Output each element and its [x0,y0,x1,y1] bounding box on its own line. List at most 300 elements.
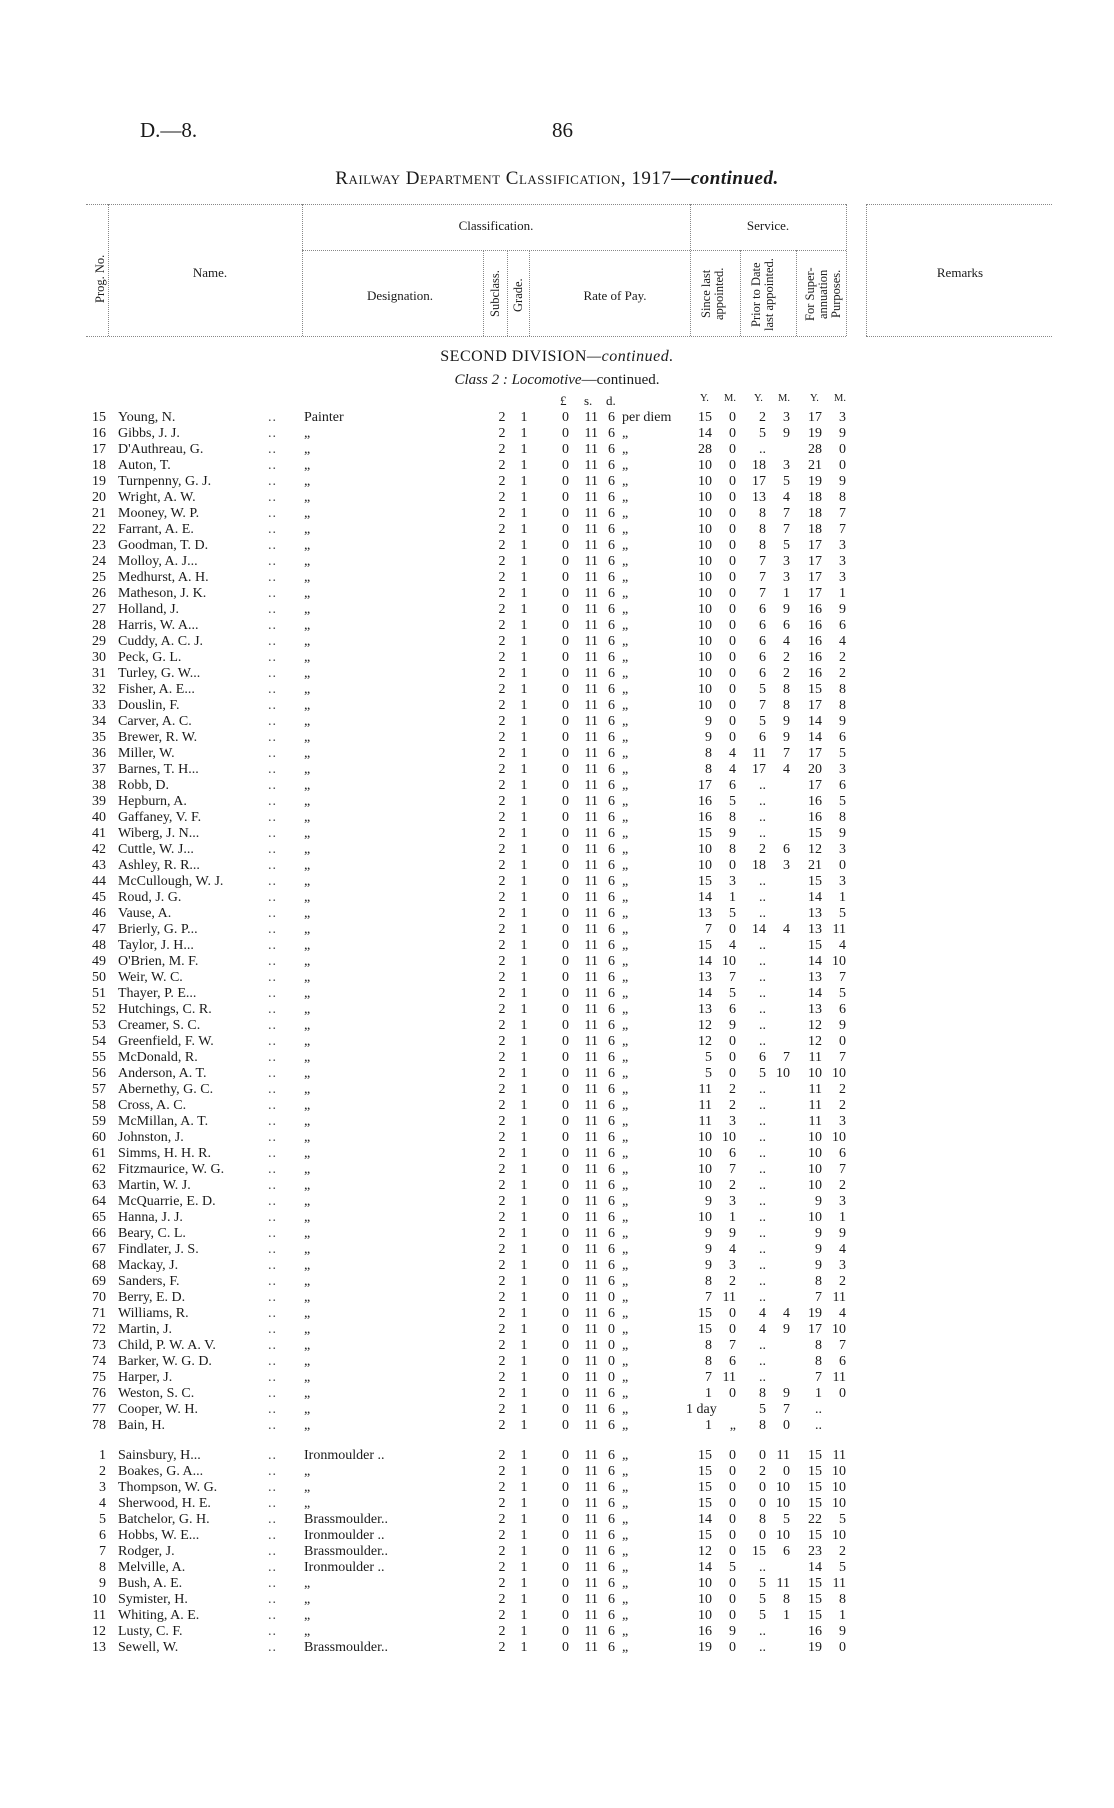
table-row [0,1322,1114,1338]
row-name: Hepburn, A. [118,794,187,809]
row-pay-pence: 6 [608,1162,615,1177]
row-pay-pence: 6 [608,1418,615,1433]
row-pay-note: „ [622,1050,629,1065]
row-pay-pence: 6 [608,890,615,905]
table-row [0,746,1114,762]
row-leader: .. [268,810,277,825]
row-grade: 1 [520,714,528,729]
row-pay-shillings: 11 [584,1098,598,1113]
row-pay-note: „ [622,746,629,761]
row-super-months: 9 [839,826,846,841]
row-name: Turley, G. W... [118,666,201,681]
row-since-years: 14 [698,954,712,969]
row-number: 43 [92,858,106,873]
row-leader: .. [268,778,277,793]
row-designation: „ [304,778,311,793]
row-prior-years: 13 [752,490,766,505]
row-designation: „ [304,586,311,601]
row-grade: 1 [520,666,528,681]
row-designation: „ [304,906,311,921]
row-since-years: 14 [698,890,712,905]
row-prior-years: 11 [752,746,766,761]
row-super-months: 5 [839,986,846,1001]
row-pay-note: „ [622,1194,629,1209]
row-subclass: 2 [498,1114,506,1129]
row-super-months: 7 [839,1050,846,1065]
row-grade: 1 [520,490,528,505]
row-pay-pence: 6 [608,1448,615,1463]
row-leader: .. [268,602,277,617]
row-super-months: 6 [839,778,846,793]
row-grade: 1 [520,1512,528,1527]
row-prior-years: 7 [759,586,766,601]
row-since-years: 15 [698,1496,712,1511]
row-prior-months: 11 [776,1576,790,1591]
table-row [0,1386,1114,1402]
row-designation: „ [304,1370,311,1385]
row-number: 64 [92,1194,106,1209]
row-pay-pence: 6 [608,1034,615,1049]
row-name: Miller, W. [118,746,175,761]
row-subclass: 2 [498,426,506,441]
row-name: Young, N. [118,410,176,425]
row-pay-pounds: 0 [562,858,569,873]
row-since-years: 15 [698,1480,712,1495]
row-since-months: 0 [729,730,736,745]
row-super-months: 5 [839,906,846,921]
row-pay-pence: 6 [608,490,615,505]
row-pay-shillings: 11 [584,1418,598,1433]
row-super-months: 8 [839,1592,846,1607]
row-subclass: 2 [498,1512,506,1527]
row-pay-pence: 6 [608,554,615,569]
row-pay-pence: 6 [608,666,615,681]
row-grade: 1 [520,1018,528,1033]
row-since-years: 10 [698,1210,712,1225]
row-designation: „ [304,1608,311,1623]
row-prior-years: .. [759,1290,766,1305]
row-pay-pounds: 0 [562,650,569,665]
row-pay-shillings: 11 [584,1624,598,1639]
row-since-years: 10 [698,474,712,489]
row-number: 4 [99,1496,106,1511]
row-since-months: 0 [729,554,736,569]
row-since-years: 10 [698,666,712,681]
row-leader: .. [268,1480,277,1495]
row-number: 6 [99,1528,106,1543]
row-since-months: 0 [729,538,736,553]
row-grade: 1 [520,778,528,793]
row-grade: 1 [520,442,528,457]
row-pay-note: „ [622,858,629,873]
row-since-years: 15 [698,1464,712,1479]
row-pay-pence: 6 [608,506,615,521]
row-prior-years: 5 [759,1066,766,1081]
row-pay-pence: 6 [608,1528,615,1543]
row-pay-note: „ [622,762,629,777]
row-pay-pounds: 0 [562,602,569,617]
row-subclass: 2 [498,602,506,617]
row-pay-shillings: 11 [584,1480,598,1495]
row-name: Melville, A. [118,1560,186,1575]
row-prior-years: .. [759,1640,766,1655]
row-since-years: 15 [698,1322,712,1337]
table-row [0,938,1114,954]
row-pay-note: „ [622,1560,629,1575]
row-number: 66 [92,1226,106,1241]
row-pay-pounds: 0 [562,890,569,905]
row-subclass: 2 [498,538,506,553]
row-grade: 1 [520,1386,528,1401]
row-designation: „ [304,730,311,745]
row-super-years: 23 [808,1544,822,1559]
row-pay-pounds: 0 [562,410,569,425]
row-pay-shillings: 11 [584,810,598,825]
table-row [0,1050,1114,1066]
table-row [0,1306,1114,1322]
row-subclass: 2 [498,922,506,937]
row-pay-shillings: 11 [584,858,598,873]
row-pay-pence: 6 [608,986,615,1001]
row-name: Rodger, J. [118,1544,175,1559]
row-designation: „ [304,1480,311,1495]
row-since-years: 13 [698,1002,712,1017]
table-row [0,826,1114,842]
row-subclass: 2 [498,1592,506,1607]
row-super-years: 16 [808,810,822,825]
row-grade: 1 [520,1290,528,1305]
row-number: 56 [92,1066,106,1081]
row-leader: .. [268,410,277,425]
row-since-years: 11 [698,1082,712,1097]
row-prior-months: 4 [783,490,790,505]
row-leader: .. [268,1464,277,1479]
row-designation: „ [304,1114,311,1129]
row-name: Gaffaney, V. F. [118,810,202,825]
row-prior-years: .. [759,794,766,809]
row-since-years: 12 [698,1544,712,1559]
row-pay-note: „ [622,1640,629,1655]
table-row [0,570,1114,586]
row-pay-pounds: 0 [562,618,569,633]
row-number: 25 [92,570,106,585]
row-since-years: 8 [705,1274,712,1289]
row-pay-pence: 6 [608,570,615,585]
row-name: Harris, W. A... [118,618,199,633]
row-subclass: 2 [498,410,506,425]
row-pay-pounds: 0 [562,442,569,457]
row-subclass: 2 [498,858,506,873]
row-pay-pence: 6 [608,762,615,777]
row-subclass: 2 [498,746,506,761]
row-number: 19 [92,474,106,489]
row-super-months: 9 [839,1226,846,1241]
row-super-years: 15 [808,1448,822,1463]
row-pay-pence: 0 [608,1338,615,1353]
row-prior-years: 7 [759,554,766,569]
row-leader: .. [268,458,277,473]
row-pay-note: „ [622,778,629,793]
row-grade: 1 [520,570,528,585]
row-pay-pounds: 0 [562,554,569,569]
row-designation: „ [304,1098,311,1113]
row-prior-years: .. [759,1130,766,1145]
row-pay-pounds: 0 [562,1018,569,1033]
table-row [0,506,1114,522]
row-prior-years: .. [759,442,766,457]
row-number: 37 [92,762,106,777]
row-designation: „ [304,1354,311,1369]
row-pay-shillings: 11 [584,1544,598,1559]
row-since-months: 0 [729,1496,736,1511]
row-pay-note: „ [622,1402,629,1417]
row-super-months: 1 [839,1608,846,1623]
row-pay-pence: 6 [608,1464,615,1479]
row-since-months: 2 [729,1098,736,1113]
row-grade: 1 [520,1560,528,1575]
row-subclass: 2 [498,682,506,697]
row-name: Wiberg, J. N... [118,826,200,841]
row-super-years: 9 [815,1226,822,1241]
row-designation: „ [304,682,311,697]
row-since-years: 15 [698,874,712,889]
row-grade: 1 [520,474,528,489]
row-pay-pence: 0 [608,1290,615,1305]
table-row [0,1210,1114,1226]
table-row [0,1242,1114,1258]
row-leader: .. [268,1402,277,1417]
row-subclass: 2 [498,1034,506,1049]
row-pay-note: „ [622,634,629,649]
row-super-months: 2 [839,666,846,681]
row-number: 31 [92,666,106,681]
row-pay-note: „ [622,1162,629,1177]
row-pay-pence: 6 [608,1496,615,1511]
row-prior-months: 6 [783,842,790,857]
table-row [0,1464,1114,1480]
row-super-years: 11 [808,1114,822,1129]
row-prior-years: .. [759,1002,766,1017]
row-since-years: 7 [705,1370,712,1385]
row-designation: „ [304,1130,311,1145]
row-super-months: 3 [839,410,846,425]
row-name: Hutchings, C. R. [118,1002,212,1017]
row-name: Bain, H. [118,1418,166,1433]
row-designation: „ [304,1002,311,1017]
row-grade: 1 [520,1338,528,1353]
row-pay-pence: 0 [608,1322,615,1337]
row-prior-years: 8 [759,538,766,553]
row-designation: „ [304,1386,311,1401]
row-since-months: 0 [729,1050,736,1065]
row-pay-shillings: 11 [584,1528,598,1543]
row-prior-years: .. [759,1098,766,1113]
row-super-months: 2 [839,1544,846,1559]
row-leader: .. [268,762,277,777]
row-pay-pounds: 0 [562,1162,569,1177]
row-subclass: 2 [498,842,506,857]
row-prior-months: 9 [783,1322,790,1337]
row-pay-pence: 6 [608,618,615,633]
row-pay-pounds: 0 [562,1194,569,1209]
row-prior-months: 4 [783,634,790,649]
row-super-years: 11 [808,1082,822,1097]
row-since-years: 1 day [686,1402,717,1417]
row-number: 45 [92,890,106,905]
row-super-years: 8 [815,1354,822,1369]
row-name: Medhurst, A. H. [118,570,209,585]
row-leader: .. [268,922,277,937]
row-since-months: 9 [729,826,736,841]
row-leader: .. [268,1066,277,1081]
table-row [0,1274,1114,1290]
table-row [0,538,1114,554]
row-grade: 1 [520,842,528,857]
row-prior-months: 3 [783,570,790,585]
row-pay-pence: 6 [608,730,615,745]
row-super-months: 8 [839,698,846,713]
row-designation: „ [304,490,311,505]
row-pay-pence: 6 [608,602,615,617]
row-super-months: 7 [839,1338,846,1353]
row-since-years: 10 [698,570,712,585]
unit-m3: M. [834,393,846,404]
row-since-years: 9 [705,1242,712,1257]
row-super-months: 6 [839,1002,846,1017]
row-number: 38 [92,778,106,793]
row-super-months: 2 [839,1098,846,1113]
row-grade: 1 [520,1306,528,1321]
row-pay-pounds: 0 [562,1560,569,1575]
row-pay-note: „ [622,954,629,969]
row-since-years: 9 [705,1194,712,1209]
row-designation: „ [304,1464,311,1479]
row-prior-months: 5 [783,538,790,553]
row-name: Vause, A. [118,906,172,921]
row-pay-shillings: 11 [584,1002,598,1017]
row-designation: „ [304,1322,311,1337]
row-super-years: 14 [808,954,822,969]
page-number: 86 [552,118,573,142]
row-pay-pounds: 0 [562,986,569,1001]
row-super-months: 1 [839,586,846,601]
row-name: Mackay, J. [118,1258,179,1273]
row-name: Barnes, T. H... [118,762,199,777]
row-grade: 1 [520,682,528,697]
row-prior-years: 17 [752,762,766,777]
row-super-months: 7 [839,506,846,521]
row-grade: 1 [520,1210,528,1225]
row-designation: Painter [304,410,344,425]
row-number: 1 [99,1448,106,1463]
row-pay-pounds: 0 [562,1050,569,1065]
row-super-years: 15 [808,1464,822,1479]
row-pay-pounds: 0 [562,762,569,777]
row-super-months: 2 [839,650,846,665]
unit-m2: M. [778,393,790,404]
row-grade: 1 [520,1034,528,1049]
row-designation: „ [304,634,311,649]
row-designation: „ [304,826,311,841]
row-super-months: 0 [839,458,846,473]
row-subclass: 2 [498,906,506,921]
row-name: Fitzmaurice, W. G. [118,1162,225,1177]
row-leader: .. [268,618,277,633]
row-super-years: 9 [815,1258,822,1273]
row-name: Cuddy, A. C. J. [118,634,204,649]
row-name: Bush, A. E. [118,1576,183,1591]
row-name: Williams, R. [118,1306,189,1321]
row-since-years: 15 [698,1448,712,1463]
row-name: Johnston, J. [118,1130,184,1145]
row-pay-pence: 6 [608,954,615,969]
row-pay-pounds: 0 [562,1130,569,1145]
row-grade: 1 [520,426,528,441]
row-super-years: 8 [815,1338,822,1353]
row-grade: 1 [520,906,528,921]
row-leader: .. [268,1050,277,1065]
row-pay-pounds: 0 [562,458,569,473]
row-super-years: 10 [808,1066,822,1081]
row-since-years: 10 [698,842,712,857]
row-pay-pounds: 0 [562,1544,569,1559]
table-row [0,762,1114,778]
row-leader: .. [268,1338,277,1353]
row-since-months: 11 [722,1290,736,1305]
row-since-months: 0 [729,474,736,489]
row-super-years: 16 [808,650,822,665]
row-designation: „ [304,714,311,729]
row-grade: 1 [520,1640,528,1655]
row-prior-years: 18 [752,858,766,873]
row-pay-shillings: 11 [584,554,598,569]
row-number: 9 [99,1576,106,1591]
row-number: 47 [92,922,106,937]
row-prior-months: 3 [783,458,790,473]
row-pay-pounds: 0 [562,1386,569,1401]
row-pay-pence: 6 [608,586,615,601]
row-pay-shillings: 11 [584,1066,598,1081]
row-since-years: 10 [698,858,712,873]
row-pay-note: „ [622,698,629,713]
row-since-years: 9 [705,1226,712,1241]
table-row [0,842,1114,858]
row-pay-shillings: 11 [584,1496,598,1511]
row-super-months: 3 [839,762,846,777]
row-designation: „ [304,474,311,489]
row-super-months: 10 [832,1130,846,1145]
row-since-years: 14 [698,1512,712,1527]
row-pay-note: „ [622,522,629,537]
row-leader: .. [268,1258,277,1273]
row-pay-shillings: 11 [584,938,598,953]
row-name: Matheson, J. K. [118,586,207,601]
row-since-years: 15 [698,410,712,425]
row-pay-shillings: 11 [584,890,598,905]
row-since-months: 0 [729,922,736,937]
row-prior-years: 6 [759,650,766,665]
row-pay-pounds: 0 [562,570,569,585]
row-since-years: 16 [698,1624,712,1639]
row-name: Peck, G. L. [118,650,182,665]
row-pay-pounds: 0 [562,1242,569,1257]
table-row [0,906,1114,922]
row-pay-note: „ [622,1544,629,1559]
row-pay-pounds: 0 [562,698,569,713]
table-row [0,1178,1114,1194]
row-grade: 1 [520,1050,528,1065]
row-number: 48 [92,938,106,953]
